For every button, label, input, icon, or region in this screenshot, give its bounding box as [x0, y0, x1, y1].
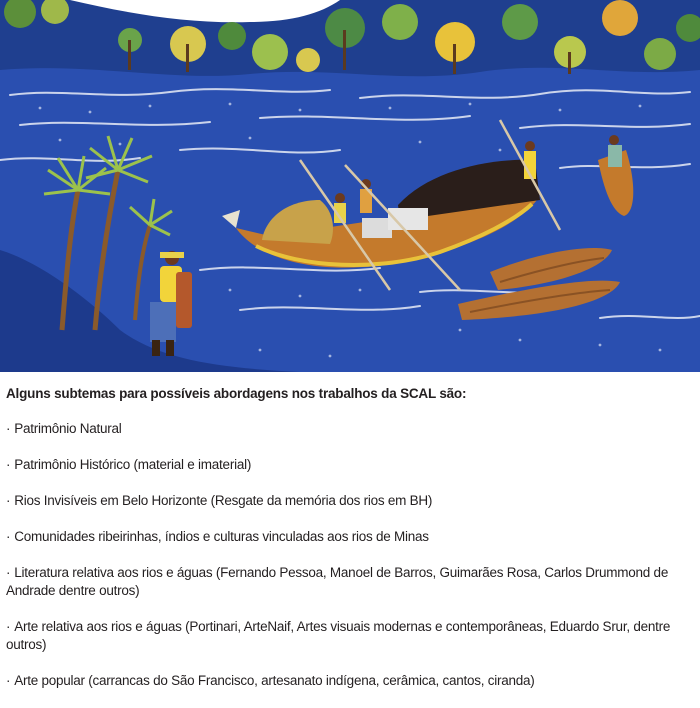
list-item [6, 672, 694, 690]
bullet-mark: · [6, 529, 11, 544]
bullet-mark: · [6, 421, 11, 436]
topic-list [6, 420, 694, 690]
list-item [6, 456, 694, 474]
topic-text: Arte popular (carrancas do São Francisco, artesanato indígena, cerâmica, cantos, ciranda) [14, 673, 535, 688]
topic-text: Arte relativa aos rios e águas (Portinari, ArteNaif, Artes visuais modernas e contemporâneas, Eduardo Srur, dentre outros) [6, 619, 671, 652]
section-heading: Alguns subtemas para possíveis abordagens nos trabalhos da SCAL são: [6, 386, 467, 401]
list-item [6, 564, 694, 600]
list-item [6, 492, 694, 510]
list-item [6, 528, 694, 546]
bullet-mark: · [6, 493, 11, 508]
topic-text: Rios Invisíveis em Belo Horizonte (Resgate da memória dos rios em BH) [14, 493, 433, 508]
list-item [6, 420, 694, 438]
topic-text: Patrimônio Natural [14, 421, 122, 436]
topic-text: Literatura relativa aos rios e águas (Fernando Pessoa, Manoel de Barros, Guimarães Rosa, Carlos Drummond de Andrade dentre outros) [6, 565, 669, 598]
text-section [6, 386, 694, 708]
topic-text: Comunidades ribeirinhas, índios e culturas vinculadas aos rios de Minas [14, 529, 429, 544]
bullet-mark: · [6, 457, 11, 472]
list-item [6, 618, 694, 654]
bullet-mark: · [6, 619, 11, 634]
topic-text: Patrimônio Histórico (material e imaterial) [14, 457, 252, 472]
bullet-mark: · [6, 673, 11, 688]
bullet-mark: · [6, 565, 11, 580]
